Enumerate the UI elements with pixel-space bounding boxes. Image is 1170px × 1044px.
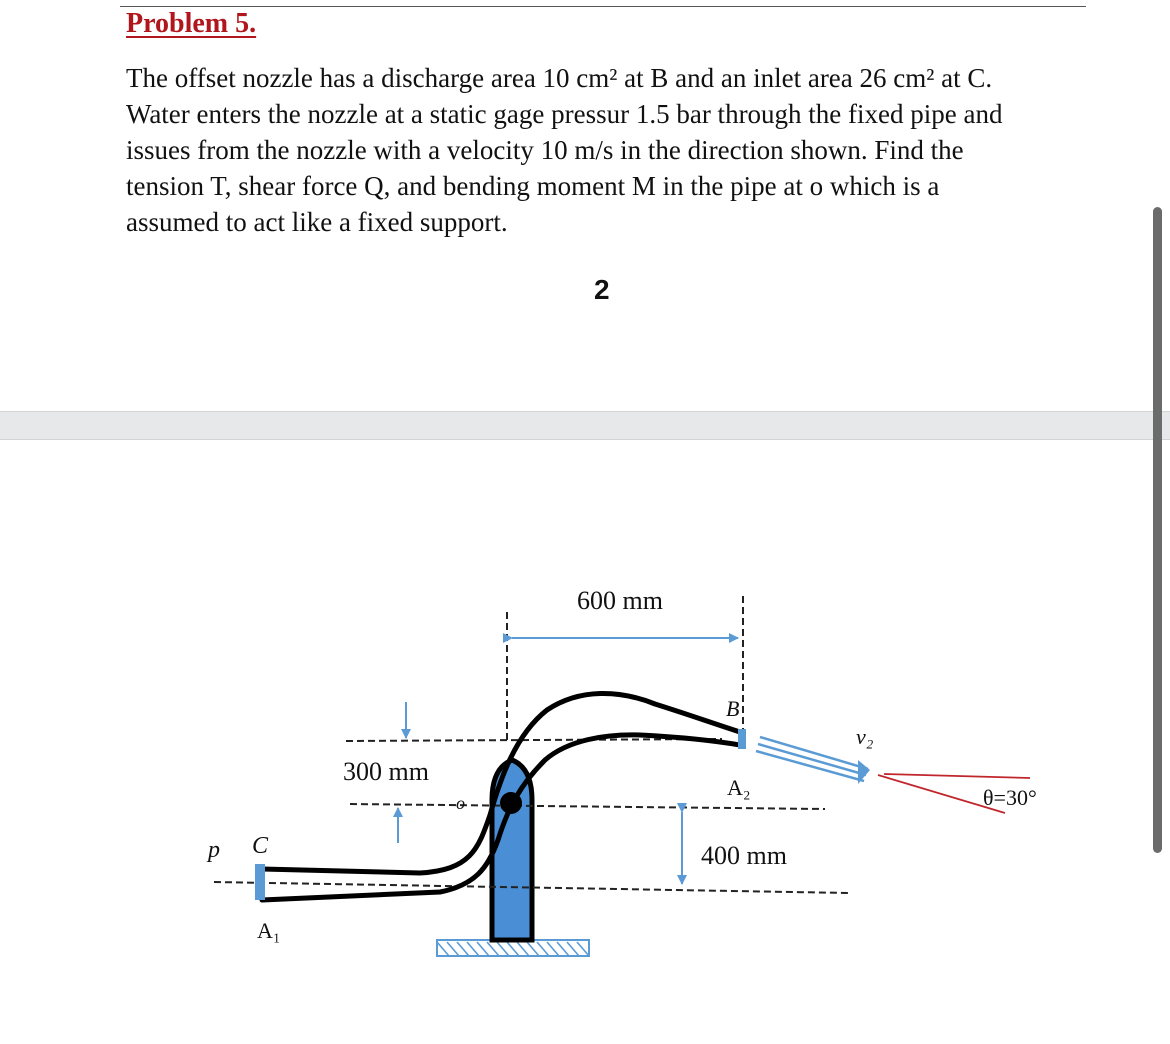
jet-streamlines <box>756 737 870 784</box>
statement-line: tension T, shear force Q, and bending moment M in the pipe at o which is a <box>126 171 940 201</box>
page-number: 2 <box>594 274 610 305</box>
label-A1: A₁ <box>257 918 281 943</box>
statement-line: issues from the nozzle with a velocity 10 m/s in the direction shown. Find the <box>126 135 964 165</box>
label-p: p <box>208 837 220 863</box>
vertical-scrollbar[interactable] <box>1153 207 1162 853</box>
statement-line: assumed to act like a fixed support. <box>126 207 508 237</box>
dimension-300-label: 300 mm <box>343 757 429 786</box>
top-rule <box>120 6 1086 7</box>
dimension-600-label: 600 mm <box>577 586 663 615</box>
label-C: C <box>252 833 269 859</box>
dimension-arrows <box>398 638 738 884</box>
page-separator <box>0 411 1170 440</box>
label-B: B <box>726 696 740 721</box>
statement-line: Water enters the nozzle at a static gage pressur 1.5 bar through the fixed pipe and <box>126 99 1003 129</box>
outlet-cap <box>738 729 746 749</box>
nozzle-diagram <box>0 438 1150 1038</box>
problem-statement <box>126 60 1086 240</box>
support-point-o <box>500 792 522 814</box>
statement-line: The offset nozzle has a discharge area 10 cm² at B and an inlet area 26 cm² at C. <box>126 63 993 93</box>
label-v2: v₂ <box>856 724 874 749</box>
label-o: o <box>456 793 465 813</box>
label-theta: θ=30° <box>983 785 1037 810</box>
inlet-cap <box>255 864 265 900</box>
dimension-400-label: 400 mm <box>701 841 787 870</box>
problem-title: Problem 5. <box>126 8 257 39</box>
label-A2: A₂ <box>727 775 751 800</box>
